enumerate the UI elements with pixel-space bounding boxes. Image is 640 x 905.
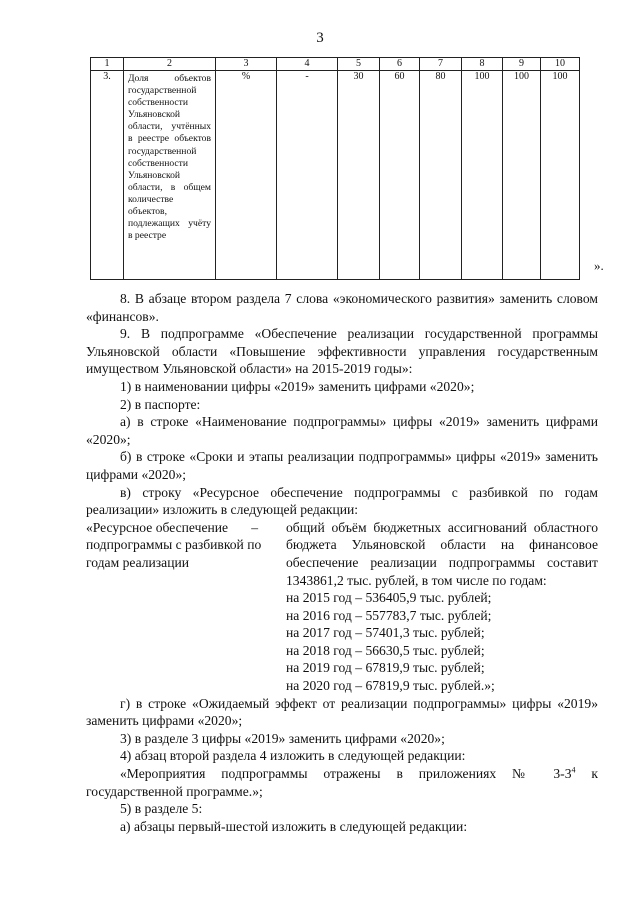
paragraph: в) строку «Ресурсное обеспечение подпрограммы с разбивкой по годам реализации» изложить в следующей редакции: (86, 484, 598, 518)
paragraph: 3) в разделе 3 цифры «2019» заменить цифрами «2020»; (120, 730, 445, 746)
quote-paragraph (86, 765, 598, 800)
value-cell: 30 (338, 71, 380, 280)
resource-years-list (286, 589, 598, 695)
list-item: на 2015 год – 536405,9 тыс. рублей; (286, 590, 492, 606)
page-number: 3 (316, 30, 324, 46)
unit-cell: % (216, 71, 277, 280)
value-cell: 100 (462, 71, 503, 280)
paragraph: 4) абзац второй раздела 4 изложить в следующей редакции: (120, 748, 466, 764)
paragraph: 5) в разделе 5: (120, 801, 203, 817)
table-header-cell: 6 (380, 58, 420, 71)
resource-description: общий объём бюджетных ассигнований областного бюджета Ульяновской области на финансовое обеспечение реализации подпрограммы составит 1343861,2 тыс. рублей, в том числе по годам: (286, 519, 598, 588)
paragraph: 8. В абзаце втором раздела 7 слова «экономического развития» заменить словом «финансов». (86, 291, 598, 324)
resource-dash: – (251, 519, 258, 535)
quote-tail: к государственной программе.»; (86, 766, 598, 799)
table-header-cell: 7 (420, 58, 462, 71)
paragraph: 1) в наименовании цифры «2019» заменить цифрами «2020»; (120, 378, 475, 394)
value-cell: 100 (541, 71, 580, 280)
table-header-cell: 2 (124, 58, 216, 71)
document-body (86, 290, 598, 835)
indicator-name: Доля объектов государственной собственности Ульяновской области, учтённых в реестре объектов государственной собственности Ульяновской области, в общем количестве объектов, подлежащих учёту в реестре (124, 71, 216, 280)
list-item: на 2016 год – 557783,7 тыс. рублей; (286, 607, 492, 623)
paragraph: 9. В подпрограмме «Обеспечение реализации государственной программы Ульяновской области «Повышение эффективности управления государственным имуществом Ульяновской области» на 2015-2019 годы»: (86, 326, 598, 377)
table-header-cell: 9 (503, 58, 541, 71)
table-header-cell: 8 (462, 58, 503, 71)
paragraph: б) в строке «Сроки и этапы реализации подпрограммы» цифры «2019» заменить цифрами «2020»; (86, 449, 598, 482)
list-item: на 2018 год – 56630,5 тыс. рублей; (286, 642, 485, 658)
paragraph: а) абзацы первый-шестой изложить в следующей редакции: (120, 818, 468, 834)
value-cell: 60 (380, 71, 420, 280)
resource-block-label (86, 519, 262, 695)
value-cell: 100 (503, 71, 541, 280)
quote-text: «Мероприятия подпрограммы отражены в приложениях № 3-3 (120, 766, 572, 782)
resource-label-text: «Ресурсное обеспечение подпрограммы с разбивкой по годам реализации (86, 519, 262, 570)
table-header-cell: 3 (216, 58, 277, 71)
table-header-cell: 10 (541, 58, 580, 71)
paragraph: г) в строке «Ожидаемый эффект от реализации подпрограммы» цифры «2019» заменить цифрами «2020»; (86, 695, 598, 729)
table-header-cell: 4 (277, 58, 338, 71)
table-header-cell: 5 (338, 58, 380, 71)
resource-block-value (286, 519, 598, 695)
resource-block (86, 519, 598, 695)
list-item: на 2019 год – 67819,9 тыс. рублей; (286, 660, 485, 676)
value-cell: 80 (420, 71, 462, 280)
paragraph: а) в строке «Наименование подпрограммы» цифры «2019» заменить цифрами «2020»; (86, 414, 598, 447)
list-item: на 2017 год – 57401,3 тыс. рублей; (286, 625, 485, 641)
table-closing-quote: ». (594, 258, 604, 273)
table-header-cell: 1 (91, 58, 124, 71)
quote-superscript: 4 (571, 765, 576, 775)
list-item: на 2020 год – 67819,9 тыс. рублей.»; (286, 678, 495, 694)
value-cell: - (277, 71, 338, 280)
paragraph: 2) в паспорте: (120, 396, 201, 412)
row-number: 3. (91, 71, 124, 280)
indicator-table (90, 57, 580, 280)
table-row (91, 71, 580, 280)
table-header-row (91, 58, 580, 71)
